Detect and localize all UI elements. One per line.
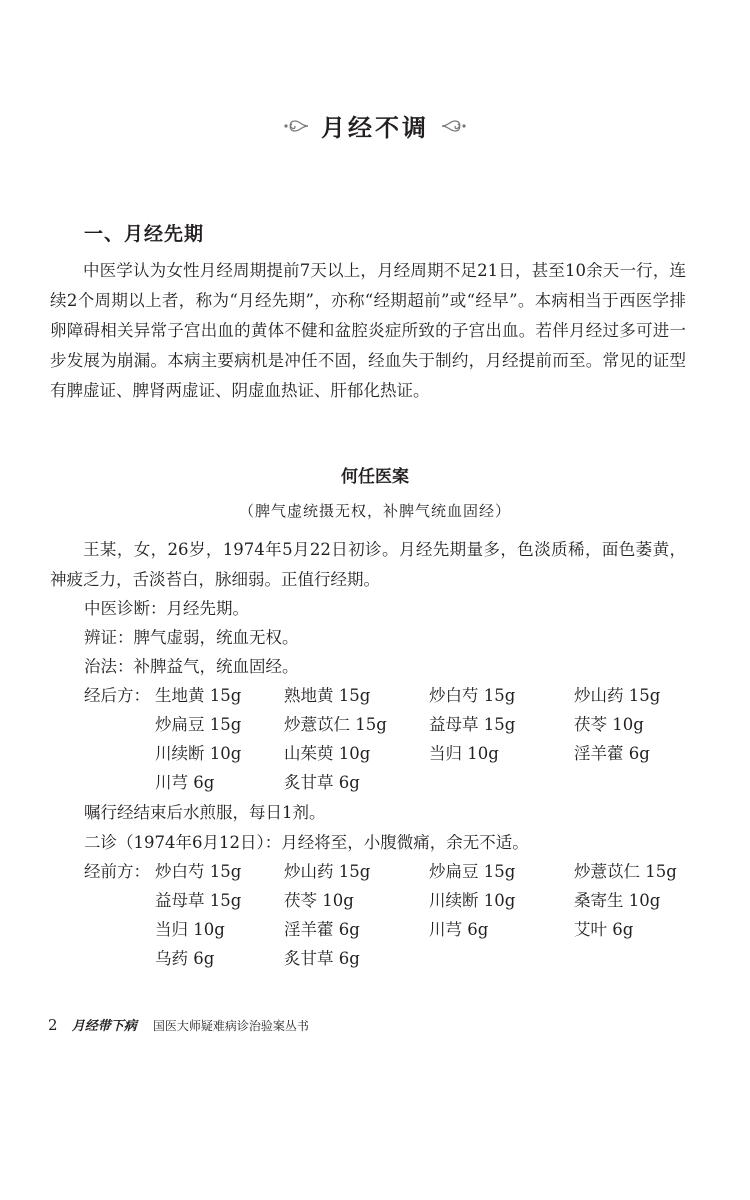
- diagnosis-line: 中医诊断：月经先期。: [84, 599, 249, 618]
- rx2-herb: 淫羊藿 6g: [284, 920, 360, 939]
- rx1-herb: 当归 10g: [429, 744, 499, 763]
- rx2-herb: 益母草 15g: [155, 891, 242, 910]
- rx2-label: 经前方：: [84, 862, 150, 881]
- rx1-herb: 炒白芍 15g: [429, 686, 516, 705]
- second-visit-line: 二诊（1974年6月12日）：月经将至，小腹微痛，余无不适。: [84, 833, 529, 852]
- case-history: 王某，女，26岁，1974年5月22日初诊。月经先期量多，色淡质稀，面色萎黄，神疲乏力，舌淡苔白，脉细弱。正值行经期。: [50, 540, 686, 589]
- book-title: 月经带下病: [71, 1019, 137, 1034]
- intro-paragraph: 中医学认为女性月经周期提前7天以上，月经周期不足21日，甚至10余天一行，连续2个周期以上者，称为“月经先期”，亦称“经期超前”或“经早”。本病相当于西医学排卵障碍相关异常子宫出血的黄体不健和盆腔炎症所致的子宫出血。若伴月经过多可进一步发展为崩漏。本病主要病机是冲任不固，经血失于制约，月经提前而至。常见的证型有脾虚证、脾肾两虚证、阴虚血热证、肝郁化热证。: [50, 261, 686, 400]
- chapter-title: 月经不调: [321, 114, 429, 142]
- left-ornament-icon: [282, 118, 310, 134]
- rx1-herb: 生地黄 15g: [155, 686, 242, 705]
- section-heading: 一、月经先期: [84, 223, 205, 245]
- syndrome-line: 辨证：脾气虚弱，统血无权。: [84, 628, 299, 647]
- right-ornament-icon: [440, 118, 468, 134]
- rx2-herb: 当归 10g: [155, 920, 225, 939]
- chapter-title-block: [0, 108, 750, 143]
- rx2-herb: 炒白芍 15g: [155, 862, 242, 881]
- rx2-herb: 乌药 6g: [155, 949, 215, 968]
- rx2-herb: 桑寄生 10g: [574, 891, 661, 910]
- rx2-herb: 炙甘草 6g: [284, 949, 360, 968]
- rx1-herb: 炒扁豆 15g: [155, 715, 242, 734]
- rx2-herb: 川续断 10g: [429, 891, 516, 910]
- rx1-herb: 益母草 15g: [429, 715, 516, 734]
- series-title: 国医大师疑难病诊治验案丛书: [152, 1019, 309, 1033]
- treatment-line: 治法：补脾益气，统血固经。: [84, 657, 299, 676]
- rx1-herb: 炒山药 15g: [574, 686, 661, 705]
- case-subtitle: （脾气虚统摄无权，补脾气统血固经）: [238, 502, 511, 520]
- rx1-herb: 山茱萸 10g: [284, 744, 371, 763]
- rx2-herb: 川芎 6g: [429, 920, 489, 939]
- rx1-instruction: 嘱行经结束后水煎服，每日1剂。: [84, 803, 326, 822]
- rx2-herb: 炒山药 15g: [284, 862, 371, 881]
- page-number: 2: [48, 1016, 58, 1034]
- rx1-herb: 茯苓 10g: [574, 715, 644, 734]
- rx1-herb: 炒薏苡仁 15g: [284, 715, 387, 734]
- rx1-herb: 川芎 6g: [155, 773, 215, 792]
- rx2-herb: 炒扁豆 15g: [429, 862, 516, 881]
- rx1-herb: 熟地黄 15g: [284, 686, 371, 705]
- case-title: 何任医案: [341, 467, 409, 487]
- rx1-herb: 川续断 10g: [155, 744, 242, 763]
- rx2-herb: 炒薏苡仁 15g: [574, 862, 677, 881]
- rx2-herb: 艾叶 6g: [574, 920, 634, 939]
- rx2-herb: 茯苓 10g: [284, 891, 354, 910]
- rx1-herb: 炙甘草 6g: [284, 773, 360, 792]
- page-footer: [48, 1015, 309, 1034]
- rx1-label: 经后方：: [84, 686, 150, 705]
- rx1-herb: 淫羊藿 6g: [574, 744, 650, 763]
